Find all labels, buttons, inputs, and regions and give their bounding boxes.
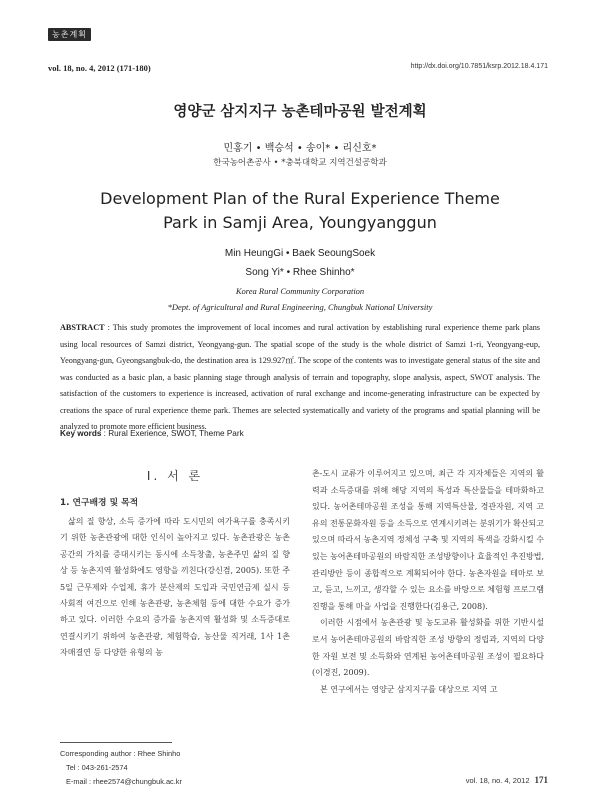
right-paragraph-2: 이러한 시점에서 농촌관광 및 농도교류 활성화를 위한 기반시설로서 농어촌테마공원의 바람직한 조성 방향의 정립과, 지역의 다양한 자원 보전 및 소득화와 연계된 농어촌테마공원 조성이 필요하다(이경진, 2009). xyxy=(312,618,544,678)
keywords xyxy=(60,429,244,438)
journal-logo: 농촌계획 xyxy=(48,28,91,41)
right-paragraph-3: 본 연구에서는 영양군 삼지지구를 대상으로 지역 고 xyxy=(320,684,498,694)
abstract-separator: : xyxy=(104,323,113,332)
english-affiliation xyxy=(0,283,600,315)
keywords-separator: : xyxy=(101,429,109,438)
english-title-line-2: Park in Samji Area, Youngyanggun xyxy=(163,213,437,232)
english-authors-line-1: Min HeungGi • Baek SeoungSoek xyxy=(224,248,376,259)
page-number: 171 xyxy=(534,775,548,785)
abstract xyxy=(60,320,540,436)
abstract-text: This study promotes the improvement of local incomes and rural activation by establishing rural experience theme park plans using local resources of Samzi district, Yeongyang-gun. The spatial scope of the study is the whole district of Samzi 1-ri, Yeongyang-eup, Yeongyang-gun, Gyeongsangbuk-do, the destination area is 129.927㎡. The scope of the contents was to investigate general status of the site and was conducted as a basic plan, a basic planning stage through analysis of terrain and topography, slope analysis, aspect, SWOT analysis. The satisfaction of the customers to experience is increased, activation of rural exchange and income-generating infrastructure can be expected by creations the space of rural experience theme park. Themes are selected systematically and variety of the programs and spatial planning will be analyzed to promote more efficient business. xyxy=(60,323,540,431)
volume-info: vol. 18, no. 4, 2012 (171-180) xyxy=(48,63,151,73)
english-affiliation-line-1: Korea Rural Community Corporation xyxy=(235,286,365,296)
korean-affiliation: 한국농어촌공사 • *충북대학교 지역건설공학과 xyxy=(213,158,387,168)
english-authors xyxy=(0,244,600,282)
english-authors-line-2: Song Yi* • Rhee Shinho* xyxy=(245,267,355,278)
english-affiliation-line-2: *Dept. of Agricultural and Rural Engineering, Chungbuk National University xyxy=(167,302,433,312)
right-column xyxy=(312,466,544,698)
doi-link[interactable]: http://dx.doi.org/10.7851/ksrp.2012.18.4.171 xyxy=(410,63,548,70)
footnote-divider xyxy=(60,742,172,743)
right-paragraph-1: 촌-도시 교류가 이루어지고 있으며, 최근 각 지자체들은 지역의 활력과 소득증대를 위해 해당 지역의 특성과 특산물들을 테마화하고 있다. 농어촌테마공원 조성을 통해 지역특산물, 경관자원, 지역 고유의 전통문화자원 등을 소득으로 연계시키려는 분위기가 확산되고 있으며 따라서 농촌지역 정체성 구축 및 지역의 특색을 강화시킬 수 있는 농어촌테마공원의 바람직한 조성방향이나 효율적인 추진방법, 관리방안 등이 종합적으로 계획되어야 한다. 농촌자원을 테마로 보고, 듣고, 느끼고, 생각할 수 있는 요소를 바탕으로 체험형 프로그램 진행을 통해 마을 사업을 진행한다(김용근, 2008). xyxy=(312,469,544,611)
left-paragraph: 삶의 질 향상, 소득 증가에 따라 도시민의 여가욕구를 충족시키기 위한 농촌관광에 대한 인식이 높아지고 있다. 농촌관광은 농촌공간의 가치를 증대시키는 동시에 소득창출, 농촌주민 삶의 질 향상 등 농촌지역 활성화에도 영향을 끼친다(강신겸, 2005). 또한 주 5일 근무제와 수업제, 휴가 분산제의 도입과 국민연금제 실시 등 사회적 여건으로 인해 농촌관광, 농촌체험 등에 대한 수요가 증가하고 있다. 이러한 수요의 증가를 농촌지역 활성화 및 소득증대로 연결시키기 위하여 농촌관광, 체험학습, 농산물 직거래, 1사 1촌 자매결연 등 다양한 유형의 농 xyxy=(60,517,290,658)
author-tel: Tel : 043-261-2574 xyxy=(66,763,128,772)
left-column xyxy=(60,466,290,662)
section-title: I. 서 론 xyxy=(146,469,204,483)
footnote xyxy=(60,747,182,789)
korean-authors: 민홍기 • 백승석 • 송이* • 리신호* xyxy=(223,143,377,154)
korean-title: 영양군 삼지지구 농촌테마공원 발전계획 xyxy=(173,104,427,120)
subsection-title: 1. 연구배경 및 목적 xyxy=(60,498,139,508)
author-email[interactable]: E-mail : rhee2574@chungbuk.ac.kr xyxy=(66,777,182,786)
corresponding-author: Corresponding author : Rhee Shinho xyxy=(60,749,181,758)
footer-volume: vol. 18, no. 4, 2012 xyxy=(465,776,530,785)
abstract-label: ABSTRACT xyxy=(60,323,105,332)
page-footer xyxy=(466,775,548,785)
keywords-text: Rural Exerience, SWOT, Theme Park xyxy=(108,429,244,438)
english-title-line-1: Development Plan of the Rural Experience Theme xyxy=(100,189,500,208)
english-title xyxy=(0,187,600,235)
keywords-label: Key words xyxy=(60,429,102,438)
